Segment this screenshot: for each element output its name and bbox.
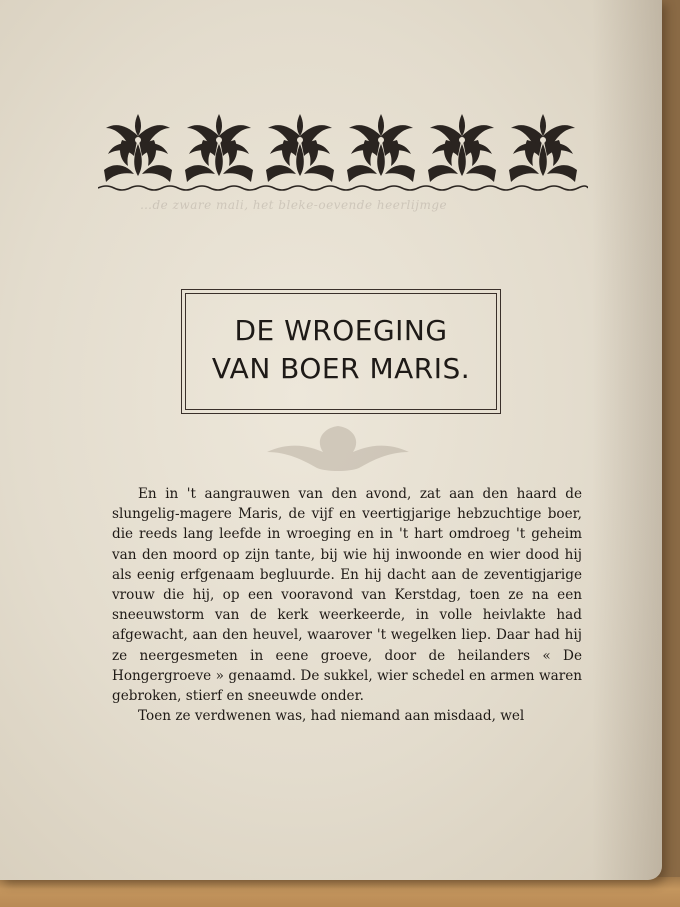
title-line-2: VAN BOER MARIS. xyxy=(211,352,471,385)
title-frame xyxy=(185,293,497,410)
floral-ornament-band xyxy=(98,110,588,194)
page-edge-shadow xyxy=(592,0,662,880)
show-through-text: …de zware mali, het bleke-oevende heerlijmge xyxy=(140,198,448,212)
paragraph: En in 't aangrauwen van den avond, zat aan den haard de slungelig-magere Maris, de vijf en veertigjarige hebzuchtige boer, die reeds lang leefde in wroeging en in 't hart omdroeg 't geheim van den moord op zijn tante, bij wie hij inwoonde en wier dood hij als eenig erfgenaam begluurde. En hij dacht aan de zeventigjarige vrouw die hij, op een vooravond van Kerstdag, toen ze na een sneeuwstorm van de kerk weerkeerde, in volle heivlakte had afgewacht, aan den heuvel, waarover 't wegelken liep. Daar had hij ze neergesmeten in eene groeve, door de heilanders « De Hongergroeve » genaamd. De sukkel, wier schedel en armen waren gebroken, stierf en sneeuwde onder. xyxy=(112,486,582,705)
show-through-vignette xyxy=(253,418,423,478)
wooden-table-surface xyxy=(0,877,680,907)
body-text xyxy=(112,484,582,726)
paragraph: Toen ze verdwenen was, had niemand aan misdaad, wel xyxy=(138,708,525,725)
title-line-1: DE WROEGING xyxy=(234,314,448,347)
